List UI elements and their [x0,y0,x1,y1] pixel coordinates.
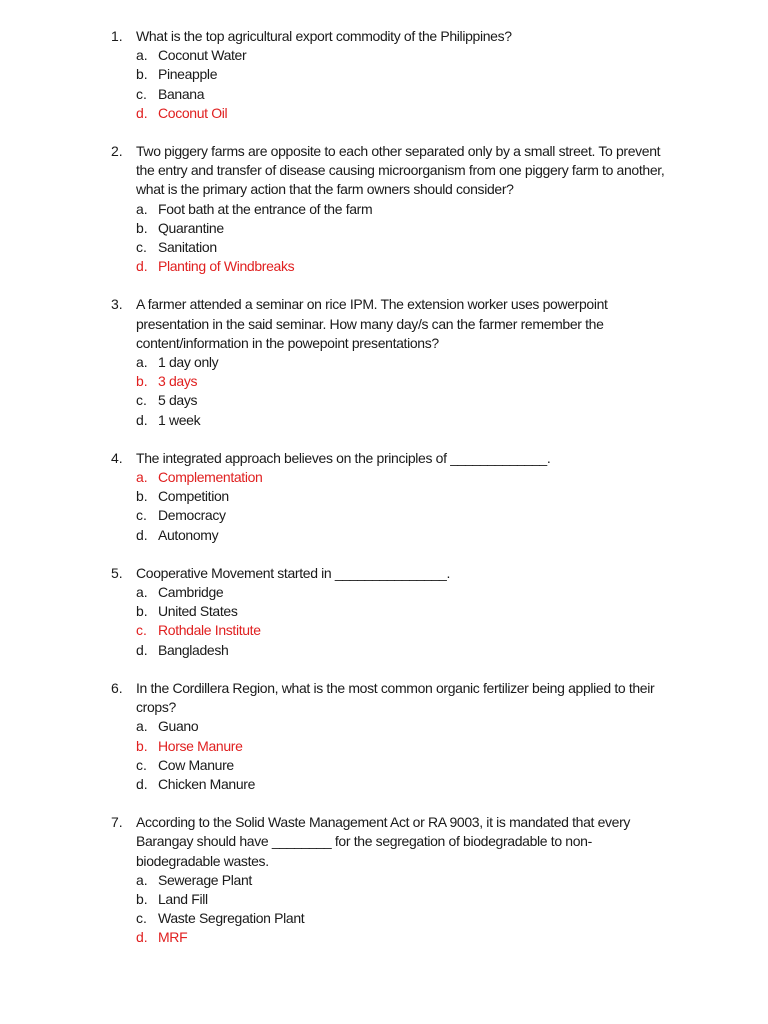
question-text: A farmer attended a seminar on rice IPM. The extension worker uses powerpoint presentation in the said seminar. How many day/s can the farmer remember the content/information in the powepoint presentations? [136,296,608,351]
question-number: 6. [111,679,123,696]
option-text: Chicken Manure [158,775,256,792]
answer-option [0,85,768,104]
option-text: 5 days [158,392,198,409]
option-text: Coconut Water [158,47,247,64]
answer-option [0,46,768,65]
question-stem [0,142,768,200]
option-text: Waste Segregation Plant [158,910,305,927]
option-text: Autonomy [158,526,219,543]
option-text: MRF [158,929,188,946]
option-text: Democracy [158,507,226,524]
question-stem [0,679,768,717]
option-letter: a. [136,871,148,888]
question-item [0,142,768,276]
question-text: Cooperative Movement started in _______________. [136,564,450,581]
question-number: 5. [111,564,123,581]
question-number: 2. [111,143,123,160]
option-letter: c. [136,239,147,256]
answer-option [0,219,768,238]
answer-option [0,506,768,525]
answer-option [0,583,768,602]
option-text: Guano [158,718,199,735]
question-stem [0,449,768,468]
answer-option-correct [0,928,768,947]
answer-option-correct [0,468,768,487]
option-text: Horse Manure [158,737,243,754]
option-letter: c. [136,507,147,524]
option-letter: a. [136,469,148,486]
answer-option [0,717,768,736]
question-stem [0,813,768,871]
answer-option [0,756,768,775]
answer-option [0,871,768,890]
option-text: United States [158,603,238,620]
question-number: 3. [111,296,123,313]
question-list [0,27,768,967]
option-letter: a. [136,354,148,371]
option-text: Land Fill [158,890,208,907]
answer-option-correct [0,257,768,276]
option-text: Quarantine [158,219,224,236]
option-letter: b. [136,373,148,390]
option-text: Sanitation [158,239,217,256]
option-letter: b. [136,219,148,236]
answer-option [0,909,768,928]
option-text: Sewerage Plant [158,871,252,888]
question-text: The integrated approach believes on the principles of _____________. [136,449,551,466]
option-text: Competition [158,488,229,505]
question-item [0,813,768,947]
option-letter: b. [136,890,148,907]
option-text: 1 day only [158,354,219,371]
question-text: According to the Solid Waste Management Act or RA 9003, it is mandated that every Barangay should have ________ for the segregation of biodegradable to non-biodegradable wastes. [136,814,631,869]
question-item [0,27,768,123]
option-letter: b. [136,603,148,620]
question-text: What is the top agricultural export commodity of the Philippines? [136,28,512,44]
question-stem [0,564,768,583]
option-letter: a. [136,584,148,601]
question-number: 1. [111,28,123,44]
answer-option [0,65,768,84]
option-letter: d. [136,411,148,428]
option-text: Banana [158,85,205,102]
option-letter: a. [136,200,148,217]
option-letter: a. [136,718,148,735]
answer-option-correct [0,737,768,756]
question-item [0,295,768,429]
option-letter: c. [136,622,147,639]
option-letter: d. [136,258,148,275]
option-letter: d. [136,929,148,946]
option-letter: a. [136,47,148,64]
answer-option [0,890,768,909]
question-item [0,564,768,660]
option-text: Foot bath at the entrance of the farm [158,200,373,217]
option-letter: c. [136,392,147,409]
option-letter: c. [136,910,147,927]
option-text: Coconut Oil [158,104,228,121]
answer-option-correct [0,372,768,391]
option-letter: c. [136,85,147,102]
question-item [0,449,768,545]
answer-option-correct [0,104,768,123]
option-letter: d. [136,104,148,121]
answer-option [0,200,768,219]
option-text: Cow Manure [158,756,234,773]
answer-option [0,353,768,372]
option-letter: b. [136,488,148,505]
option-text: Planting of Windbreaks [158,258,295,275]
answer-option-correct [0,621,768,640]
question-text: Two piggery farms are opposite to each other separated only by a small street. To prevent the entry and transfer of disease causing microorganism from one piggery farm to another, what is the primary action that the farm owners should consider? [136,143,665,198]
question-text: In the Cordillera Region, what is the most common organic fertilizer being applied to their crops? [136,679,655,716]
answer-option [0,602,768,621]
answer-option [0,641,768,660]
question-number: 4. [111,449,123,466]
question-item [0,679,768,794]
option-text: Rothdale Institute [158,622,261,639]
answer-option [0,238,768,257]
answer-option [0,411,768,430]
option-text: Cambridge [158,584,224,601]
option-letter: d. [136,526,148,543]
option-text: 3 days [158,373,198,390]
option-text: Bangladesh [158,641,229,658]
option-letter: b. [136,66,148,83]
option-text: 1 week [158,411,201,428]
option-letter: b. [136,737,148,754]
question-stem [0,295,768,353]
answer-option [0,487,768,506]
option-letter: c. [136,756,147,773]
option-text: Pineapple [158,66,218,83]
question-number: 7. [111,814,123,831]
answer-option [0,775,768,794]
question-stem [0,27,768,46]
answer-option [0,391,768,410]
answer-option [0,526,768,545]
option-letter: d. [136,641,148,658]
option-text: Complementation [158,469,263,486]
option-letter: d. [136,775,148,792]
